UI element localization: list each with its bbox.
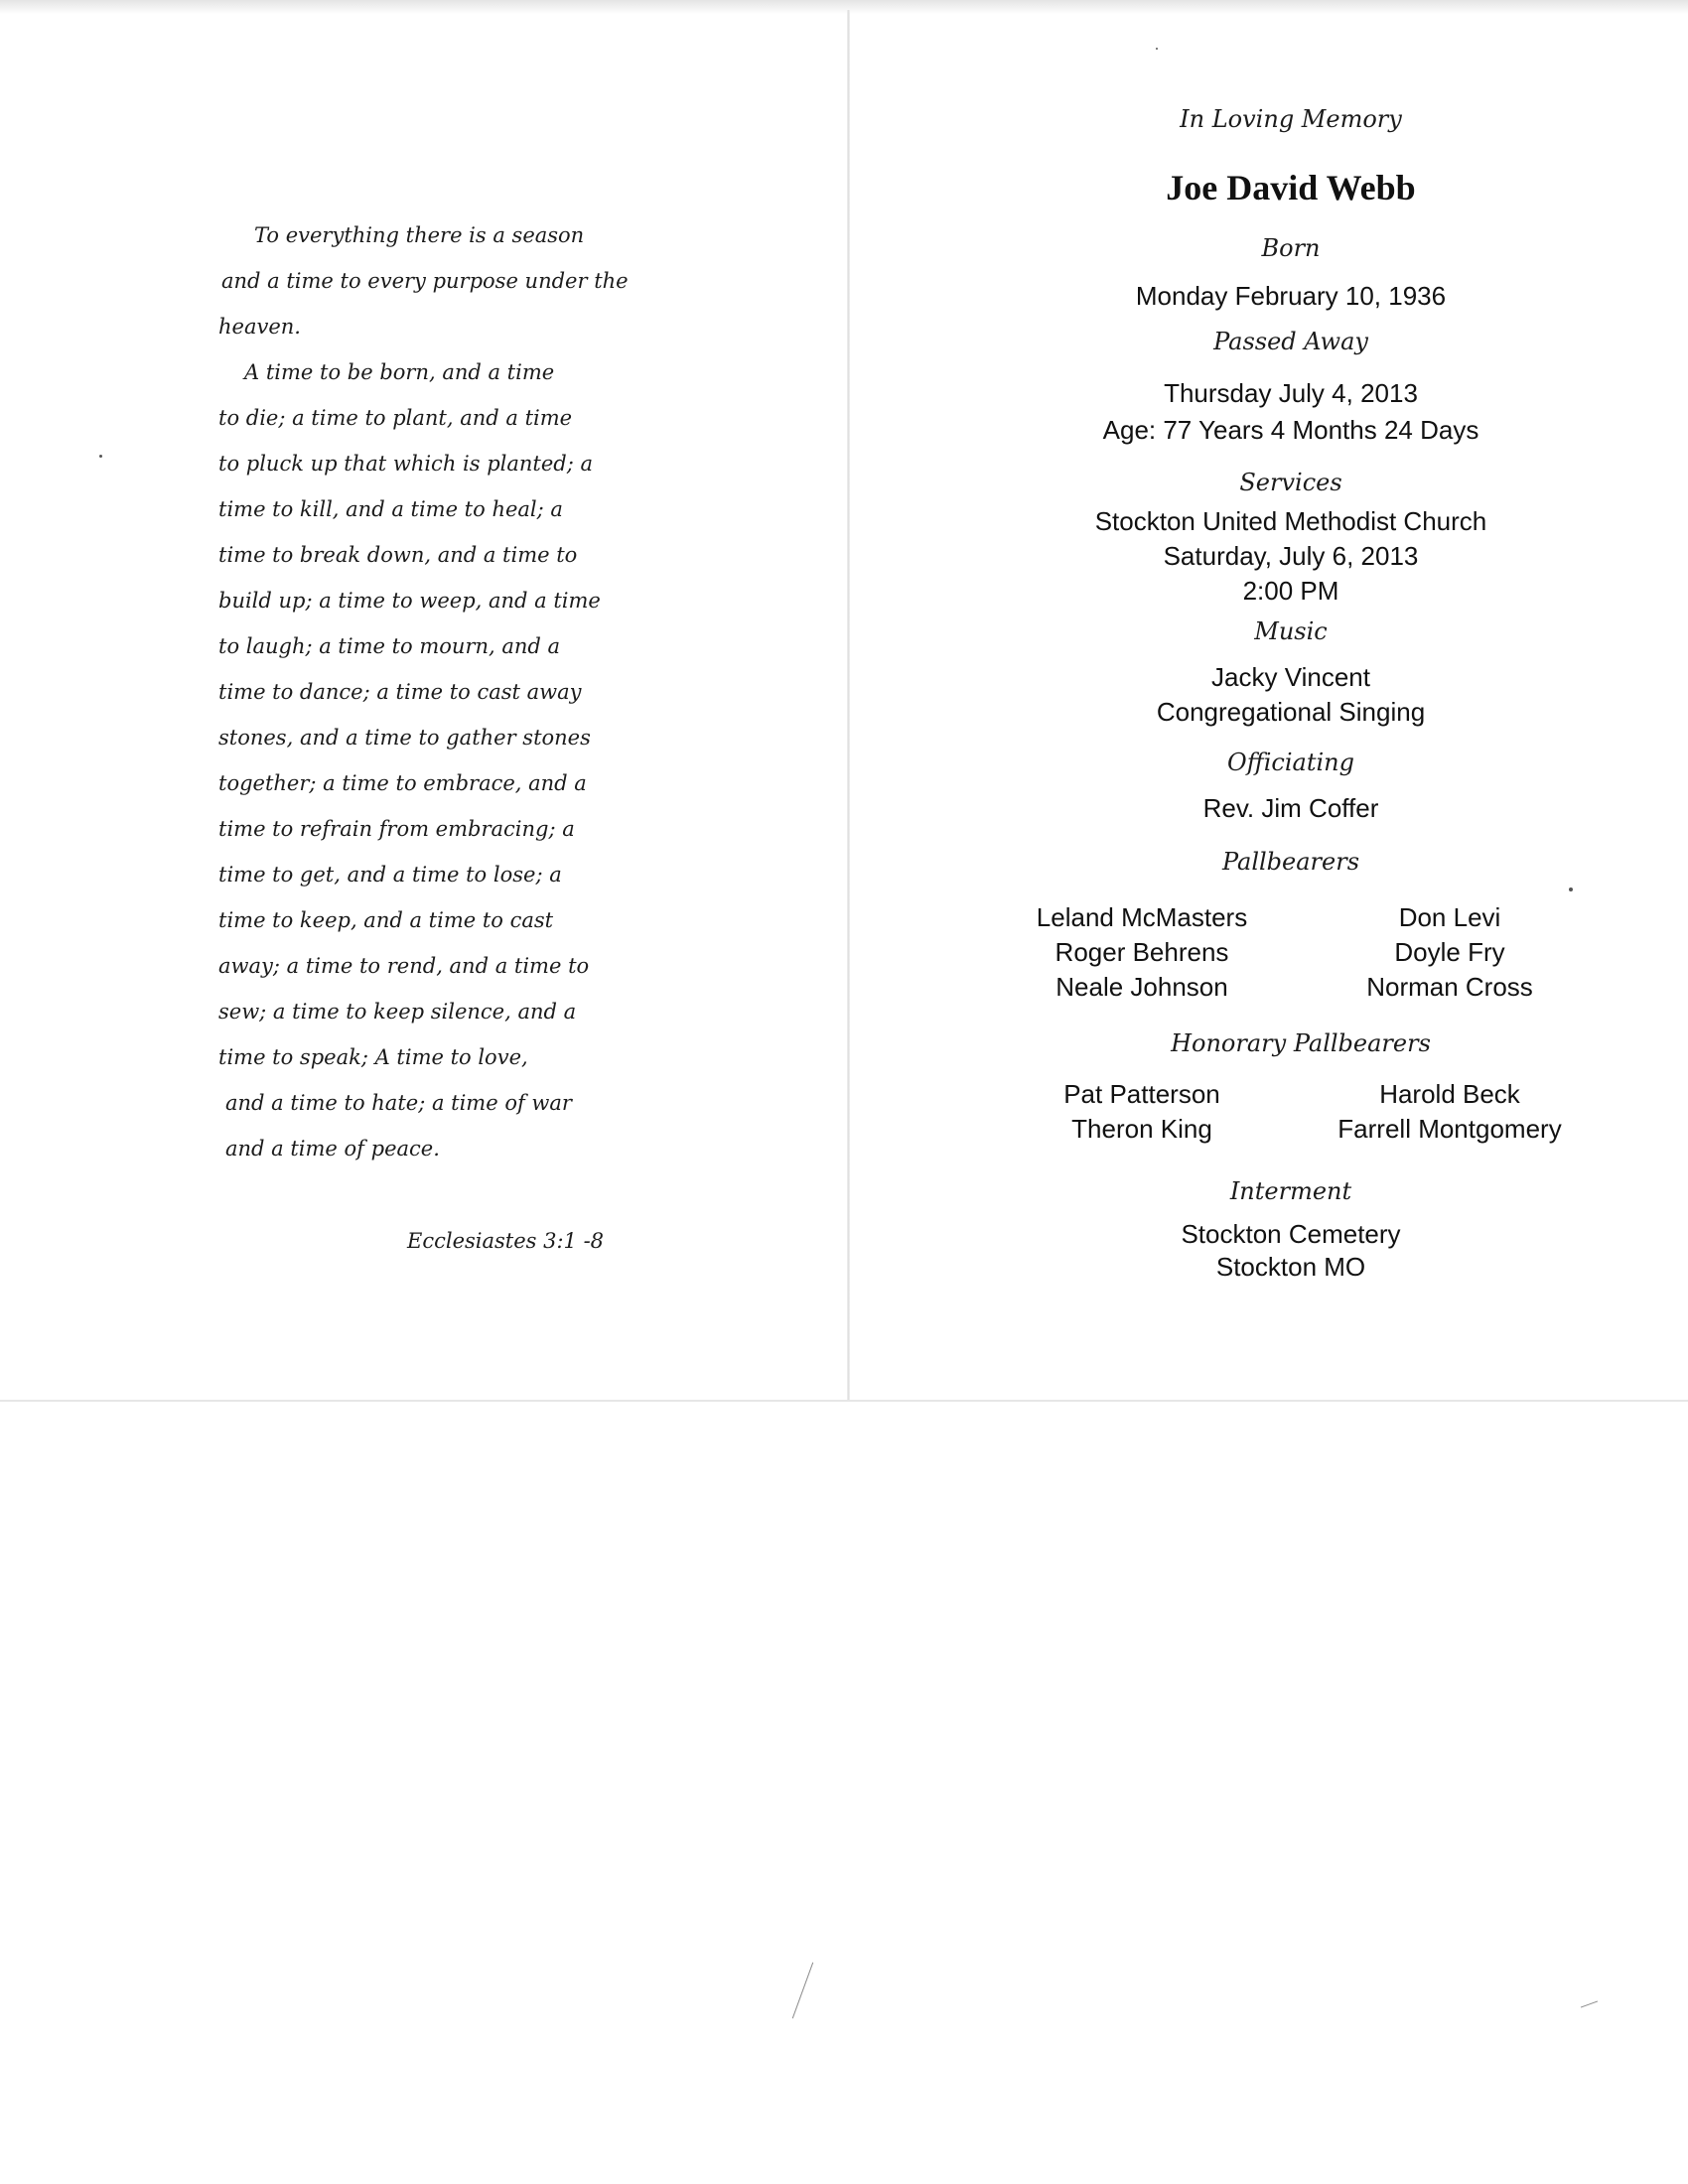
honorary-pallbearer-name: Farrell Montgomery	[1337, 1114, 1562, 1144]
scan-scratch	[792, 1963, 813, 2019]
services-heading: Services	[1239, 469, 1342, 496]
services-date: Saturday, July 6, 2013	[1163, 541, 1419, 571]
born-date: Monday February 10, 1936	[1135, 281, 1447, 311]
honorary-pallbearer-name: Pat Patterson	[1063, 1079, 1220, 1109]
interment-line: Stockton MO	[1215, 1252, 1366, 1282]
music-heading: Music	[1254, 617, 1328, 645]
verse-line: time to get, and a time to lose; a	[218, 863, 562, 887]
verse-line: build up; a time to weep, and a time	[218, 589, 601, 613]
passed-date: Thursday July 4, 2013	[1164, 378, 1418, 408]
honorary-right-column	[1306, 1077, 1594, 1147]
deceased-name: Joe David Webb	[1166, 168, 1416, 207]
verse-line: to pluck up that which is planted; a	[218, 452, 593, 476]
verse-line: time to refrain from embracing; a	[218, 817, 575, 841]
pallbearer-name: Doyle Fry	[1394, 937, 1505, 967]
honorary-pallbearers-heading: Honorary Pallbearers	[1171, 1029, 1431, 1057]
interment-line: Stockton Cemetery	[1181, 1219, 1401, 1249]
pallbearer-name: Leland McMasters	[1036, 902, 1248, 932]
pallbearers-right-column	[1306, 900, 1594, 1005]
verse-line: and a time to hate; a time of war	[225, 1091, 572, 1115]
verse-line: to die; a time to plant, and a time	[218, 406, 573, 430]
pallbearer-name: Don Levi	[1398, 902, 1501, 932]
service-program-panel	[993, 0, 1589, 1390]
age-line: Age: 77 Years 4 Months 24 Days	[1102, 415, 1479, 445]
verse-line: sew; a time to keep silence, and a	[218, 1000, 577, 1024]
verse-line: away; a time to rend, and a time to	[218, 954, 590, 978]
pallbearer-name: Neale Johnson	[1055, 972, 1228, 1002]
verse-line: time to speak; A time to love,	[218, 1045, 528, 1069]
honorary-pallbearer-name: Harold Beck	[1379, 1079, 1520, 1109]
verse-line: to laugh; a time to mourn, and a	[218, 634, 561, 658]
pallbearer-name: Norman Cross	[1366, 972, 1533, 1002]
honorary-pallbearer-name: Theron King	[1071, 1114, 1212, 1144]
services-time: 2:00 PM	[1242, 576, 1339, 606]
scan-speck	[99, 455, 102, 458]
verse-line: time to kill, and a time to heal; a	[218, 497, 563, 521]
verse-line: time to keep, and a time to cast	[218, 908, 554, 932]
scripture-panel	[218, 212, 635, 1171]
passed-away-heading: Passed Away	[1213, 328, 1368, 355]
verse-line: A time to be born, and a time	[244, 360, 555, 384]
music-line: Jacky Vincent	[1211, 662, 1370, 692]
memorial-heading: In Loving Memory	[1180, 105, 1402, 133]
honorary-left-column	[1008, 1077, 1276, 1147]
pallbearer-name: Roger Behrens	[1055, 937, 1229, 967]
verse-line: stones, and a time to gather stones	[218, 726, 591, 750]
scripture-reference: Ecclesiastes 3:1 -8	[407, 1229, 605, 1253]
interment-heading: Interment	[1229, 1177, 1352, 1205]
services-place: Stockton United Methodist Church	[1094, 506, 1487, 536]
officiant-name: Rev. Jim Coffer	[1202, 793, 1379, 823]
officiating-heading: Officiating	[1227, 749, 1354, 776]
verse-line: together; a time to embrace, and a	[218, 771, 587, 795]
panel-fold-line	[847, 10, 850, 1400]
born-heading: Born	[1261, 234, 1321, 262]
verse-line: and a time to every purpose under the	[221, 269, 629, 293]
music-line: Congregational Singing	[1156, 697, 1426, 727]
pallbearers-left-column	[1008, 900, 1276, 1005]
verse-line: To everything there is a season	[254, 223, 585, 247]
page-fold-line	[0, 1400, 1688, 1402]
verse-line: heaven.	[218, 315, 301, 339]
verse-line: time to break down, and a time to	[218, 543, 578, 567]
pallbearers-heading: Pallbearers	[1221, 848, 1360, 876]
verse-line: and a time of peace.	[225, 1137, 440, 1160]
verse-line: time to dance; a time to cast away	[218, 680, 582, 704]
scan-scratch	[1581, 2000, 1598, 2007]
